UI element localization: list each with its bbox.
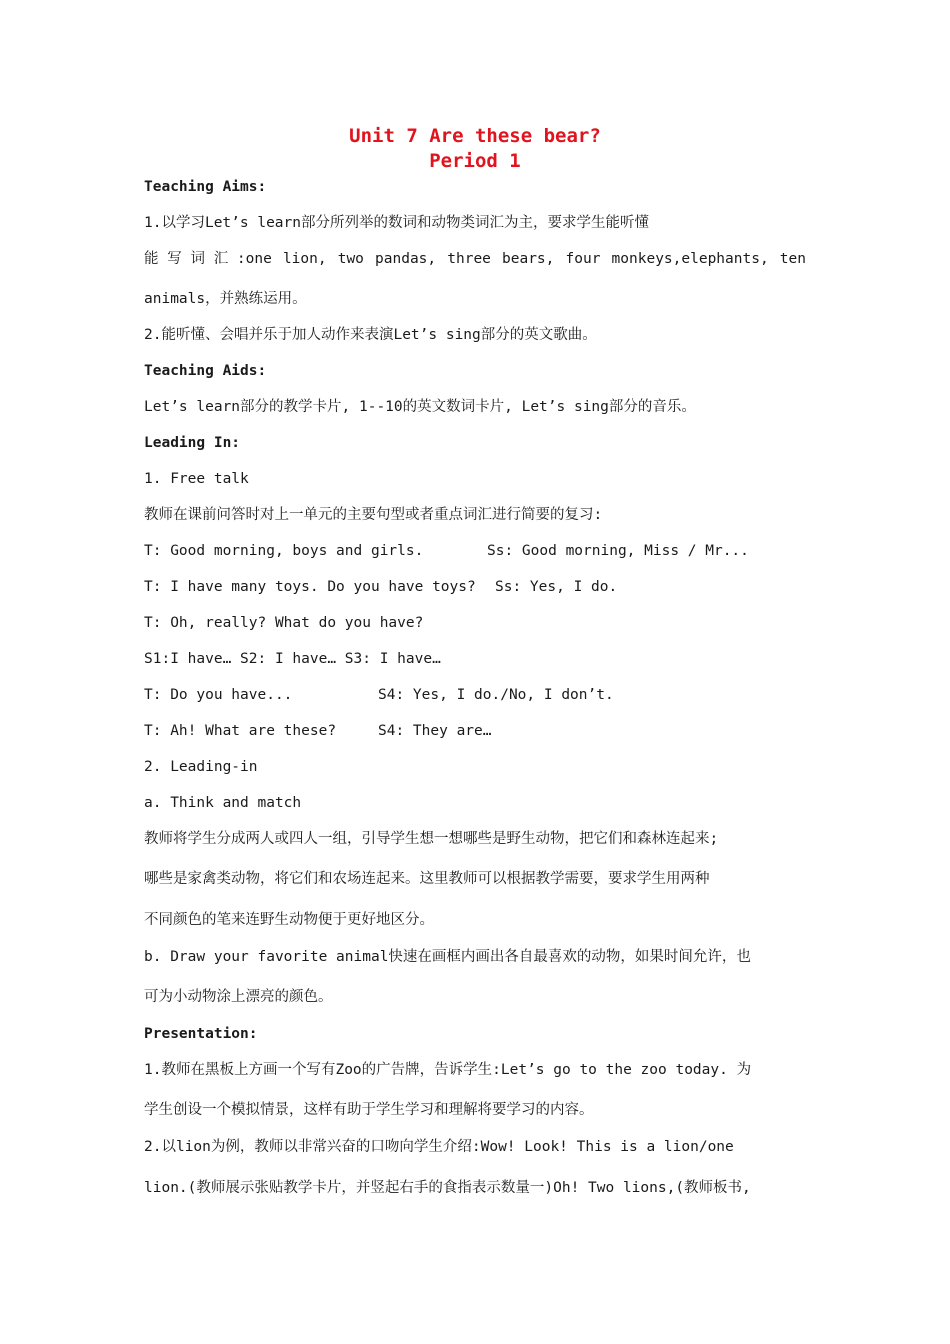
- word: bears,: [502, 251, 555, 267]
- paragraph-line: 教师将学生分成两人或四人一组，引导学生想一想哪些是野生动物，把它们和森林连起来;: [144, 831, 719, 847]
- presentation-heading: Presentation:: [144, 1026, 258, 1042]
- word: 能 写 词 汇 :one: [144, 251, 272, 267]
- dialogue-students-line: S1:I have… S2: I have… S3: I have…: [144, 651, 441, 667]
- aim1-line3: animals，并熟练运用。: [144, 291, 307, 307]
- aims-heading: Teaching Aims:: [144, 179, 267, 195]
- dialogue-teacher: T: Good morning, boys and girls.: [144, 543, 424, 559]
- presentation-line: lion.(教师展示张贴教学卡片，并竖起右手的食指表示数量一)Oh! Two lions,(教师板书,: [144, 1180, 751, 1196]
- word: ten: [779, 251, 806, 267]
- paragraph-line: 不同颜色的笔来连野生动物便于更好地区分。: [144, 912, 434, 928]
- presentation-line: 1.教师在黑板上方画一个写有Zoo的广告牌，告诉学生:Let’s go to the zoo today. 为: [144, 1062, 752, 1078]
- dialogue-teacher: T: Ah! What are these?: [144, 723, 337, 739]
- paragraph-line: 哪些是家禽类动物，将它们和农场连起来。这里教师可以根据教学需要，要求学生用两种: [144, 871, 710, 887]
- document-subtitle: Period 1: [429, 150, 521, 172]
- review-text: 教师在课前问答时对上一单元的主要句型或者重点词汇进行简要的复习:: [144, 507, 603, 523]
- word: two: [337, 251, 364, 267]
- document-title: Unit 7 Are these bear?: [349, 125, 601, 147]
- aim2: 2.能听懂、会唱并乐于加人动作来表演Let’s sing部分的英文歌曲。: [144, 327, 597, 343]
- word: lion,: [282, 251, 327, 267]
- aim1-line1: 1.以学习Let’s learn部分所列举的数词和动物类词汇为主，要求学生能听懂: [144, 215, 649, 231]
- dialogue-students: S4: Yes, I do./No, I don’t.: [378, 687, 614, 703]
- dialogue-students: Ss: Yes, I do.: [495, 579, 618, 595]
- dialogue-teacher: T: Oh, really? What do you have?: [144, 615, 424, 631]
- aids-heading: Teaching Aids:: [144, 363, 267, 379]
- dialogue-students: S4: They are…: [378, 723, 492, 739]
- presentation-line: 学生创设一个模拟情景，这样有助于学生学习和理解将要学习的内容。: [144, 1102, 594, 1118]
- leading-in-heading: 2. Leading-in: [144, 759, 258, 775]
- draw-line2: 可为小动物涂上漂亮的颜色。: [144, 989, 333, 1005]
- free-talk: 1. Free talk: [144, 471, 249, 487]
- word: four: [565, 251, 601, 267]
- aids-text: Let’s learn部分的教学卡片, 1--10的英文数词卡片, Let’s sing部分的音乐。: [144, 399, 696, 415]
- draw-line1: b. Draw your favorite animal快速在画框内画出各自最喜欢的动物，如果时间允许，也: [144, 949, 751, 965]
- dialogue-students: Ss: Good morning, Miss / Mr...: [487, 543, 749, 559]
- word: pandas,: [375, 251, 437, 267]
- leading-heading: Leading In:: [144, 435, 241, 451]
- word: three: [447, 251, 491, 267]
- think-match: a. Think and match: [144, 795, 302, 811]
- word: monkeys,elephants,: [611, 251, 769, 267]
- dialogue-teacher: T: Do you have...: [144, 687, 293, 703]
- presentation-line: 2.以lion为例，教师以非常兴奋的口吻向学生介绍:Wow! Look! This is a lion/one: [144, 1139, 734, 1155]
- dialogue-teacher: T: I have many toys. Do you have toys?: [144, 579, 476, 595]
- aim1-line2: [144, 250, 806, 268]
